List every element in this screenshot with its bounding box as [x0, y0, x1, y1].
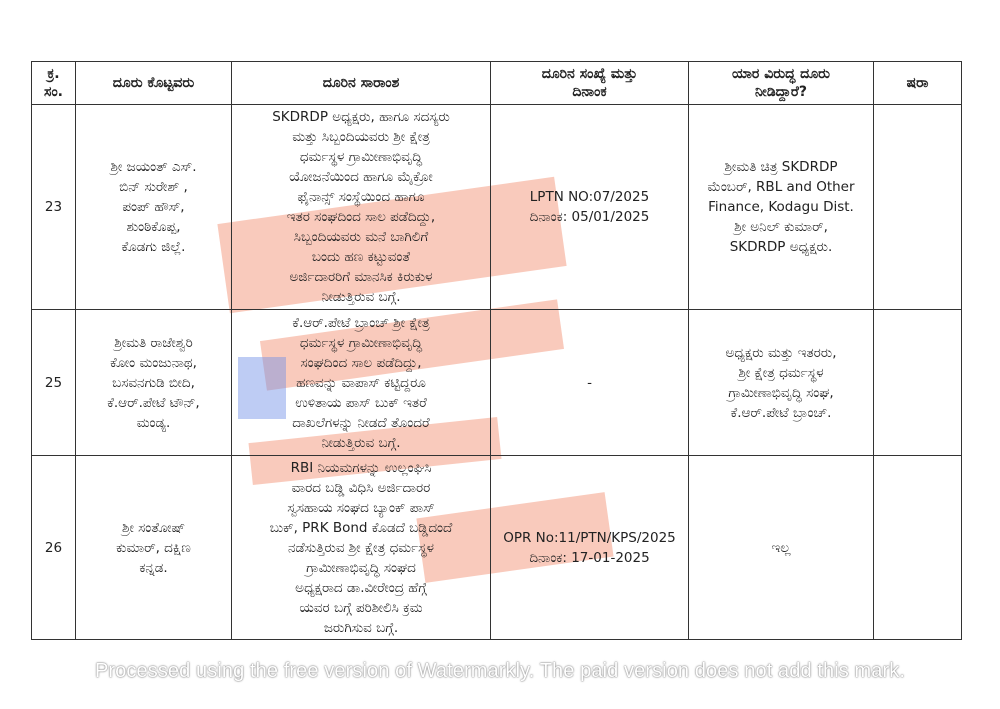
header-number-date: ದೂರಿನ ಸಂಖ್ಯೆ ಮತ್ತು ದಿನಾಂಕ: [491, 62, 689, 105]
cell-number-date: -: [491, 310, 689, 456]
header-sl-no: ಕ್ರ. ಸಂ.: [32, 62, 76, 105]
cell-against: ಶ್ರೀಮತಿ ಚಿತ್ರ SKDRDP ಮೆಂಬರ್, RBL and Other Finance, Kodagu Dist. ಶ್ರೀ ಅನಿಲ್ ಕುಮಾರ್, SKDRDP ಅಧ್ಯಕ್ಷರು.: [689, 105, 874, 310]
table-row: [32, 456, 962, 640]
cell-complainant: ಶ್ರೀಮತಿ ರಾಜೇಶ್ವರಿ ಕೋಂ ಮಂಜುನಾಥ, ಬಸವನಗುಡಿ ಬೀದಿ, ಕೆ.ಆರ್.ಪೇಟೆ ಟೌನ್, ಮಂಡ್ಯ.: [76, 310, 232, 456]
header-summary: ದೂರಿನ ಸಾರಾಂಶ: [232, 62, 491, 105]
cell-remarks: [874, 310, 962, 456]
table-header-row: [32, 62, 962, 105]
cell-number-date: OPR No:11/PTN/KPS/2025 ದಿನಾಂಕ: 17-01-2025: [491, 456, 689, 640]
cell-remarks: [874, 105, 962, 310]
watermark-text: Processed using the free version of Watermarkly. The paid version does not add this mark.: [94, 660, 906, 682]
cell-sl-no: 23: [32, 105, 76, 310]
table-row: [32, 105, 962, 310]
header-against: ಯಾರ ವಿರುದ್ಧ ದೂರು ನೀಡಿದ್ದಾರೆ?: [689, 62, 874, 105]
cell-complainant: ಶ್ರೀ ಜಯಂತ್ ಎಸ್. ಬಿನ್ ಸುರೇಶ್ , ಪಂಪ್ ಹೌಸ್, ಶುಂಠಿಕೊಪ್ಪ, ಕೊಡಗು ಜಿಲ್ಲೆ.: [76, 105, 232, 310]
cell-summary: RBI ನಿಯಮಗಳನ್ನು ಉಲ್ಲಂಘಿಸಿ ವಾರದ ಬಡ್ಡಿ ವಿಧಿಸಿ ಅರ್ಜಿದಾರರ ಸ್ವಸಹಾಯ ಸಂಘದ ಬ್ಯಾಂಕ್ ಪಾಸ್ ಬುಕ್, PRK Bond ಕೊಡದೆ ಬಡ್ಡಿದಂದೆ ನಡೆಸುತ್ತಿರುವ ಶ್ರೀ ಕ್ಷೇತ್ರ ಧರ್ಮಸ್ಥಳ ಗ್ರಾಮೀಣಾಭಿವೃದ್ಧಿ ಸಂಘದ ಅಧ್ಯಕ್ಷರಾದ ಡಾ.ವೀರೇಂದ್ರ ಹೆಗ್ಗೆ ಯವರ ಬಗ್ಗೆ ಪರಿಶೀಲಿಸಿ ಕ್ರಮ ಜರುಗಿಸುವ ಬಗ್ಗೆ.: [232, 456, 491, 640]
table-row: [32, 310, 962, 456]
cell-number-date: LPTN NO:07/2025 ದಿನಾಂಕ: 05/01/2025: [491, 105, 689, 310]
cell-summary: ಕೆ.ಆರ್.ಪೇಟೆ ಬ್ರಾಂಚ್ ಶ್ರೀ ಕ್ಷೇತ್ರ ಧರ್ಮಸ್ಥಳ ಗ್ರಾಮೀಣಾಭಿವೃದ್ಧಿ ಸಂಘದಿಂದ ಸಾಲ ಪಡೆದಿದ್ದು, ಹಣವನ್ನು ವಾಪಾಸ್ ಕಟ್ಟಿದ್ದರೂ ಉಳಿತಾಯ ಪಾಸ್ ಬುಕ್ ಇತರೆ ದಾಖಲೆಗಳನ್ನು ನೀಡದೆ ತೊಂದರೆ ನೀಡುತ್ತಿರುವ ಬಗ್ಗೆ.: [232, 310, 491, 456]
cell-against: ಅಧ್ಯಕ್ಷರು ಮತ್ತು ಇತರರು, ಶ್ರೀ ಕ್ಷೇತ್ರ ಧರ್ಮಸ್ಥಳ ಗ್ರಾಮೀಣಾಭಿವೃದ್ಧಿ ಸಂಘ, ಕೆ.ಆರ್.ಪೇಟೆ ಬ್ರಾಂಚ್.: [689, 310, 874, 456]
cell-summary: SKDRDP ಅಧ್ಯಕ್ಷರು, ಹಾಗೂ ಸದಸ್ಯರು ಮತ್ತು ಸಿಬ್ಬಂದಿಯವರು ಶ್ರೀ ಕ್ಷೇತ್ರ ಧರ್ಮಸ್ಥಳ ಗ್ರಾಮೀಣಾಭಿವೃದ್ಧಿ ಯೋಜನೆಯಿಂದ ಹಾಗೂ ಮೈಕ್ರೋ ಫೈನಾನ್ಸ್ ಸಂಸ್ಥೆಯಿಂದ ಹಾಗೂ ಇತರ ಸಂಘದಿಂದ ಸಾಲ ಪಡೆದಿದ್ದು, ಸಿಬ್ಬಂದಿಯವರು ಮನೆ ಬಾಗಿಲಿಗೆ ಬಂದು ಹಣ ಕಟ್ಟುವಂತೆ ಅರ್ಜಿದಾರರಿಗೆ ಮಾನಸಿಕ ಕಿರುಕುಳ ನೀಡುತ್ತಿರುವ ಬಗ್ಗೆ.: [232, 105, 491, 310]
complaints-table: [31, 61, 962, 640]
cell-complainant: ಶ್ರೀ ಸಂತೋಷ್ ಕುಮಾರ್, ದಕ್ಷಿಣ ಕನ್ನಡ.: [76, 456, 232, 640]
header-complainant: ದೂರು ಕೊಟ್ಟವರು: [76, 62, 232, 105]
cell-against: ಇಲ್ಲ: [689, 456, 874, 640]
cell-sl-no: 25: [32, 310, 76, 456]
cell-remarks: [874, 456, 962, 640]
cell-sl-no: 26: [32, 456, 76, 640]
header-remarks: ಷರಾ: [874, 62, 962, 105]
